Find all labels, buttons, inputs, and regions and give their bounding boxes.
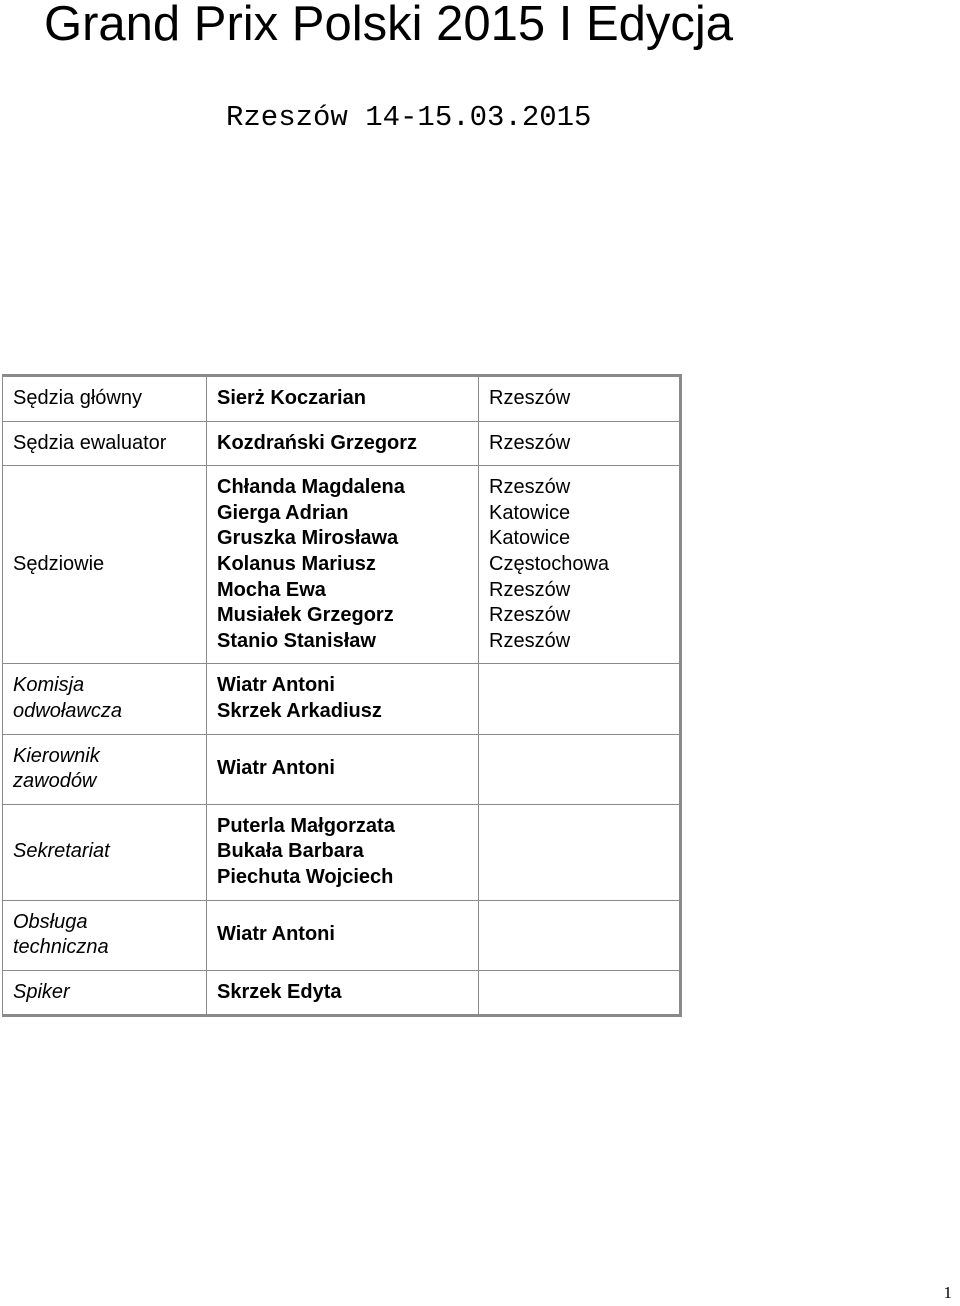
person-name: Gierga Adrian (217, 501, 349, 524)
role-label: Sędziowie (13, 552, 105, 575)
person-name: Skrzek Arkadiusz (217, 699, 382, 722)
role-label: Sędzia ewaluator (13, 431, 167, 454)
role-label: Kierownik (13, 744, 100, 767)
names-cell (207, 664, 479, 734)
person-name: Mocha Ewa (217, 578, 326, 601)
person-name: Musiałek Grzegorz (217, 604, 394, 627)
role-cell (3, 970, 207, 1016)
event-place-date: Rzeszów 14-15.03.2015 (226, 101, 592, 134)
city-name: Rzeszów (489, 431, 571, 454)
names-cell (207, 376, 479, 422)
city-name: Rzeszów (489, 578, 571, 601)
names-cell (207, 804, 479, 900)
officials-table (2, 374, 682, 1017)
role-cell (3, 376, 207, 422)
role-cell (3, 804, 207, 900)
person-name: Skrzek Edyta (217, 980, 342, 1003)
person-name: Chłanda Magdalena (217, 476, 405, 499)
names-cell (207, 421, 479, 466)
role-label: Obsługa (13, 910, 88, 933)
person-name: Puterla Małgorzata (217, 814, 395, 837)
person-name: Wiatr Antoni (217, 674, 335, 697)
city-name: Rzeszów (489, 387, 571, 409)
city-name: Rzeszów (489, 604, 571, 627)
role-label: Spiker (13, 980, 70, 1003)
table-row (3, 376, 681, 422)
role-label: techniczna (13, 936, 109, 959)
role-label: odwoławcza (13, 699, 122, 722)
role-label: zawodów (13, 770, 97, 793)
city-name: Rzeszów (489, 476, 571, 499)
table-row (3, 421, 681, 466)
city-name: Częstochowa (489, 552, 610, 575)
document-title: Grand Prix Polski 2015 I Edycja (44, 0, 734, 51)
names-cell (207, 900, 479, 970)
person-name: Wiatr Antoni (217, 757, 335, 780)
cities-cell (479, 970, 681, 1016)
table-row (3, 664, 681, 734)
role-cell (3, 421, 207, 466)
role-label: Sekretariat (13, 840, 110, 863)
page-number: 1 (943, 1283, 952, 1302)
person-name: Kolanus Mariusz (217, 552, 376, 575)
role-label: Sędzia główny (13, 387, 142, 409)
city-name: Katowice (489, 527, 571, 550)
names-cell (207, 970, 479, 1016)
person-name: Kozdrański Grzegorz (217, 431, 418, 454)
cities-cell (479, 376, 681, 422)
cities-cell (479, 664, 681, 734)
table-row (3, 734, 681, 804)
city-name: Rzeszów (489, 629, 571, 652)
role-cell (3, 734, 207, 804)
cities-cell (479, 734, 681, 804)
person-name: Bukała Barbara (217, 840, 364, 863)
table-row (3, 466, 681, 664)
cities-cell (479, 421, 681, 466)
role-cell (3, 466, 207, 664)
city-name: Katowice (489, 501, 571, 524)
role-cell (3, 900, 207, 970)
role-label: Komisja (13, 674, 85, 697)
table-row (3, 804, 681, 900)
role-cell (3, 664, 207, 734)
names-cell (207, 734, 479, 804)
names-cell (207, 466, 479, 664)
person-name: Wiatr Antoni (217, 923, 335, 946)
person-name: Sierż Koczarian (217, 387, 366, 409)
cities-cell (479, 466, 681, 664)
table-row (3, 970, 681, 1016)
cities-cell (479, 900, 681, 970)
person-name: Piechuta Wojciech (217, 865, 394, 888)
person-name: Stanio Stanisław (217, 629, 376, 652)
person-name: Gruszka Mirosława (217, 527, 399, 550)
cities-cell (479, 804, 681, 900)
table-row (3, 900, 681, 970)
